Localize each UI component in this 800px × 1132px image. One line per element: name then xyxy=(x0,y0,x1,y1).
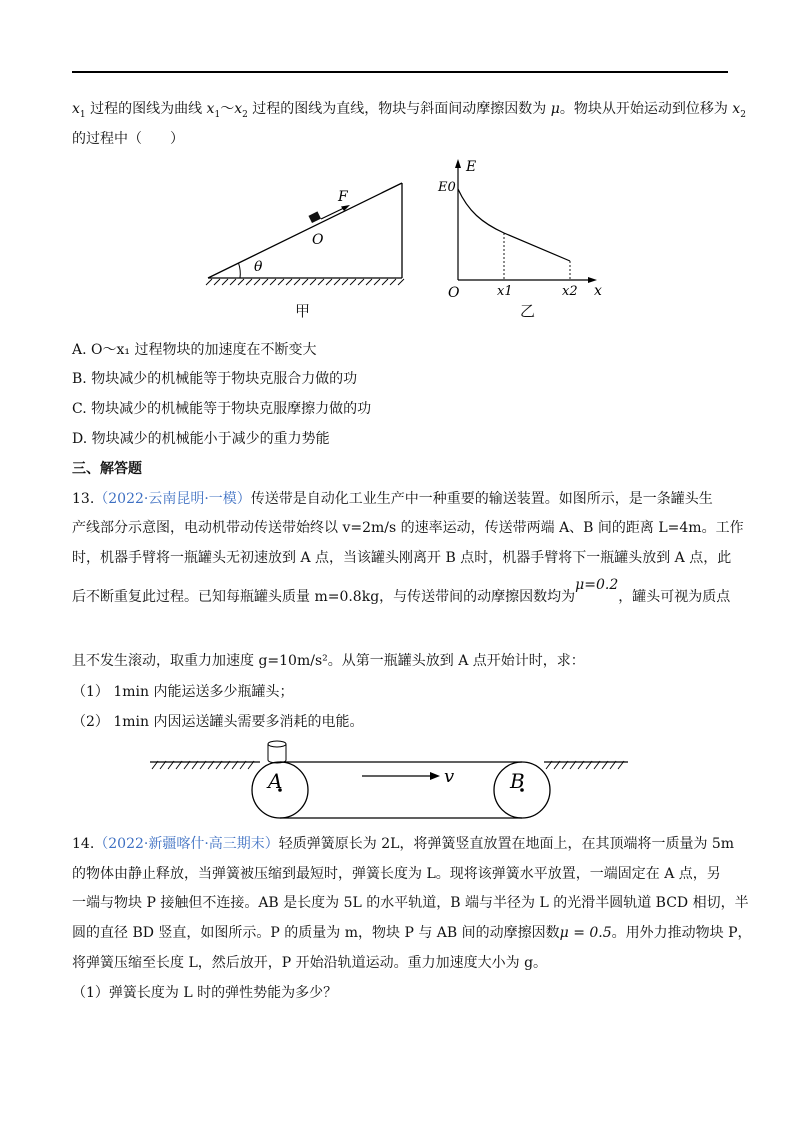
option-b: B. 物块减少的机械能等于物块克服合力做的功 xyxy=(72,371,358,387)
q13-line-1: 13.（2022·云南昆明·一模）传送带是自动化工业生产中一种重要的输送装置。如图所示，是一条罐头生 xyxy=(72,491,713,507)
q14-line-2: 的物体由静止释放，当弹簧被压缩到最短时，弹簧长度为 L。现将该弹簧水平放置，一端固定在 A 点，另 xyxy=(72,866,721,882)
q13-line-2: 产线部分示意图，电动机带动传送带始终以 v=2m/s 的速率运动，传送带两端 A、B 间的距离 L=4m。工作 xyxy=(72,520,744,536)
origin-label: O xyxy=(448,285,460,301)
q13-mu: μ=0.2 xyxy=(575,577,619,593)
caption-yi: 乙 xyxy=(520,302,536,320)
energy-curve xyxy=(458,189,570,261)
q14-line-3: 一端与物块 P 接触但不连接。AB 是长度为 5L 的水平轨道，B 端与半径为 L 的光滑半圆轨道 BCD 相切，半 xyxy=(72,895,749,911)
q13-sub-2: （2） 1min 内因运送罐头需要多消耗的电能。 xyxy=(72,714,364,730)
q14-line-1: 14.（2022·新疆喀什·高三期末）轻质弹簧原长为 2L，将弹簧竖直放置在地面上，在其顶端将一质量为 5m xyxy=(72,836,735,852)
q14-mu: μ = 0.5 xyxy=(559,925,612,941)
option-d: D. 物块减少的机械能小于减少的重力势能 xyxy=(72,431,330,447)
point-o-label: O xyxy=(312,232,324,248)
force-label: F xyxy=(338,189,348,205)
q14-line-5: 将弹簧压缩至长度 L，然后放开，P 开始沿轨道运动。重力加速度大小为 g。 xyxy=(72,955,548,971)
e-axis-label: E xyxy=(466,159,477,175)
x1-tick: x1 xyxy=(497,284,513,299)
q14-line-4: 圆的直径 BD 竖直，如图所示。P 的质量为 m，物块 P 与 AB 间的动摩擦因数μ = 0.5。用外力推动物块 P， xyxy=(72,925,752,941)
q13-line-4: 后不断重复此过程。已知每瓶罐头质量 m=0.8kg，与传送带间的动摩擦因数均为μ=0.2，罐头可视为质点 xyxy=(72,577,731,605)
figure-jia-incline xyxy=(200,170,420,320)
q13-line-3: 时，机器手臂将一瓶罐头无初速放到 A 点，当该罐头刚离开 B 点时，机器手臂将下一瓶罐头放到 A 点，此 xyxy=(72,550,732,566)
q14-sub-1: （1）弹簧长度为 L 时的弹性势能为多少？ xyxy=(72,985,338,1001)
x2-tick: x2 xyxy=(562,284,578,299)
label-a: A xyxy=(268,769,283,793)
label-b: B xyxy=(510,769,525,793)
q13-line-5: 且不发生滚动，取重力加速度 g=10m/s²。从第一瓶罐头放到 A 点开始计时，求： xyxy=(72,653,585,669)
e0-tick: E0 xyxy=(438,180,456,195)
option-a: A. O～x₁ 过程物块的加速度在不断变大 xyxy=(72,342,317,358)
q14-source-link[interactable]: （2022·新疆喀什·高三期末） xyxy=(94,836,279,852)
block-icon xyxy=(308,211,320,223)
conveyor-figure xyxy=(150,738,630,838)
intro-line-2: 的过程中（ ） xyxy=(72,131,184,147)
section-title: 三、解答题 xyxy=(72,461,142,477)
caption-jia: 甲 xyxy=(295,302,311,320)
figure-yi-graph xyxy=(440,155,610,305)
option-c: C. 物块减少的机械能等于物块克服摩擦力做的功 xyxy=(72,401,372,417)
q13-source-link[interactable]: （2022·云南昆明·一模） xyxy=(94,491,251,507)
x-axis-label: x xyxy=(594,283,602,299)
intro-line-1: $x_1$ 过程的图线为曲线 $x_1\sim x_2$ 过程的图线为直线，物块与斜面间动摩擦因数为 μ。物块从开始运动到位移为 $x_2$ xyxy=(72,101,746,120)
header-rule xyxy=(72,71,728,73)
q13-sub-1: （1） 1min 内能运送多少瓶罐头； xyxy=(72,684,294,700)
angle-label: θ xyxy=(254,259,263,275)
label-v: v xyxy=(444,766,455,787)
